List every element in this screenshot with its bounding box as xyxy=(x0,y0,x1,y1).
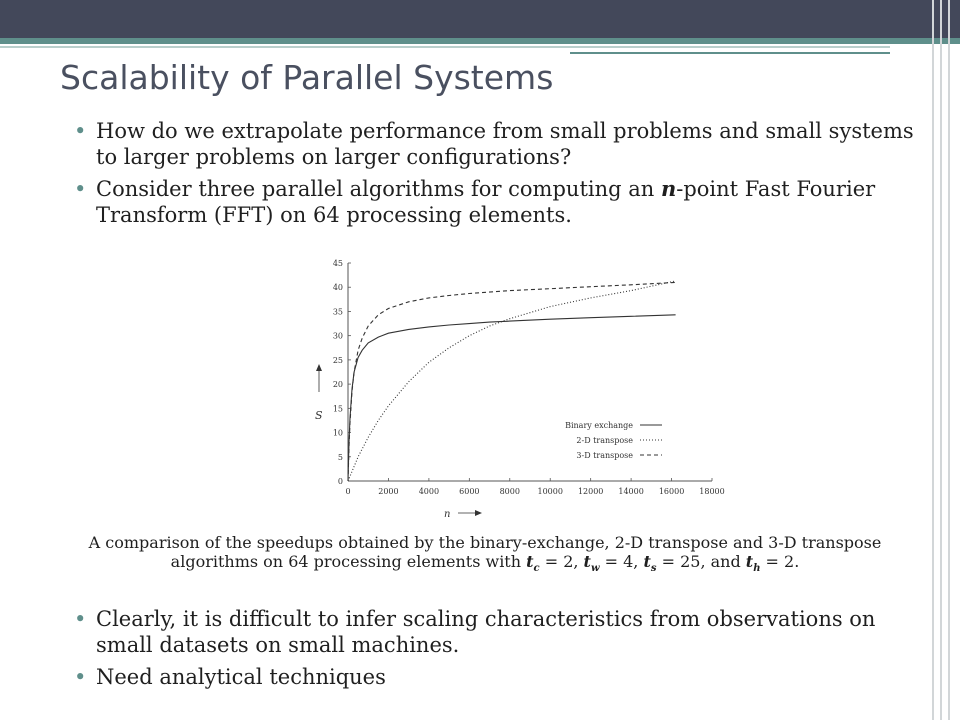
x-tick-label: 6000 xyxy=(459,487,480,496)
bullet-item xyxy=(96,606,916,658)
bullet-text: -point Fast Fourier Transform (FFT) on 64 processing elements. xyxy=(96,177,876,227)
var-tw-sub: w xyxy=(590,563,600,575)
x-tick-label: 18000 xyxy=(699,487,725,496)
plot-area xyxy=(315,259,725,520)
y-axis-label-text: S xyxy=(315,409,323,422)
var-tc-sub: c xyxy=(533,563,540,575)
y-tick-label: 10 xyxy=(332,428,343,438)
var-th: t xyxy=(745,552,754,571)
caption-text: = 2, xyxy=(539,552,584,571)
var-tc: t xyxy=(526,552,534,571)
x-tick-label: 8000 xyxy=(499,487,520,496)
bullet-text: Need analytical techniques xyxy=(96,665,386,689)
caption-text: A comparison of the speedups obtained by the binary-exchange, 2-D transpose and 3-D transpose algorithms on 64 processing elements with xyxy=(88,533,882,571)
legend-label: 3-D transpose xyxy=(576,451,633,460)
bullet-list-top xyxy=(96,118,916,234)
var-tw: t xyxy=(583,552,591,571)
y-tick-label: 15 xyxy=(332,404,343,414)
y-tick-label: 45 xyxy=(332,259,343,268)
slide-edge-rule xyxy=(948,0,950,720)
slide-accent-line xyxy=(0,46,890,48)
x-axis-label-text: n xyxy=(444,509,451,520)
var-th-sub: h xyxy=(753,563,761,575)
y-tick-label: 40 xyxy=(332,283,343,293)
x-tick-label: 14000 xyxy=(618,487,644,496)
slide-edge-rule xyxy=(940,0,942,720)
caption-text: = 25, and xyxy=(656,552,746,571)
slide-accent-stripe xyxy=(0,38,960,44)
y-tick-label: 25 xyxy=(332,355,343,365)
slide-top-bar xyxy=(0,0,960,38)
y-tick-label: 30 xyxy=(332,331,343,341)
caption-text: = 4, xyxy=(599,552,644,571)
caption-text: = 2. xyxy=(760,552,800,571)
slide-edge-rule xyxy=(932,0,934,720)
x-tick-label: 0 xyxy=(345,487,351,496)
bullet-text: Consider three parallel algorithms for computing an xyxy=(96,177,661,201)
bullet-item xyxy=(96,664,916,690)
x-tick-label: 10000 xyxy=(537,487,563,496)
y-axis-label xyxy=(315,364,323,422)
variable-n: n xyxy=(660,176,677,201)
x-tick-label: 12000 xyxy=(577,487,604,496)
x-tick-label: 4000 xyxy=(418,487,440,496)
x-tick-label: 16000 xyxy=(658,487,685,496)
figure-caption xyxy=(60,533,910,578)
bullet-text: How do we extrapolate performance from small problems and small systems to larger problems on larger configurations? xyxy=(96,119,914,169)
var-ts-sub: s xyxy=(650,563,657,575)
legend-label: Binary exchange xyxy=(565,421,633,430)
bullet-item xyxy=(96,118,916,170)
y-tick-label: 5 xyxy=(337,452,343,462)
y-tick-label: 20 xyxy=(332,380,343,390)
x-axis-label xyxy=(444,509,482,520)
bullet-list-bottom xyxy=(96,606,916,696)
x-tick-label: 2000 xyxy=(378,487,399,496)
legend xyxy=(565,421,662,460)
slide-title: Scalability of Parallel Systems xyxy=(60,58,554,97)
var-ts: t xyxy=(643,552,651,571)
speedup-chart xyxy=(300,248,730,523)
legend-label: 2-D transpose xyxy=(576,436,633,445)
y-tick-label: 35 xyxy=(332,307,343,317)
bullet-text: Clearly, it is difficult to infer scaling characteristics from observations on small datasets on small machines. xyxy=(96,607,876,657)
y-tick-label: 0 xyxy=(337,477,343,486)
slide-accent-line xyxy=(570,52,890,54)
bullet-item xyxy=(96,176,916,228)
